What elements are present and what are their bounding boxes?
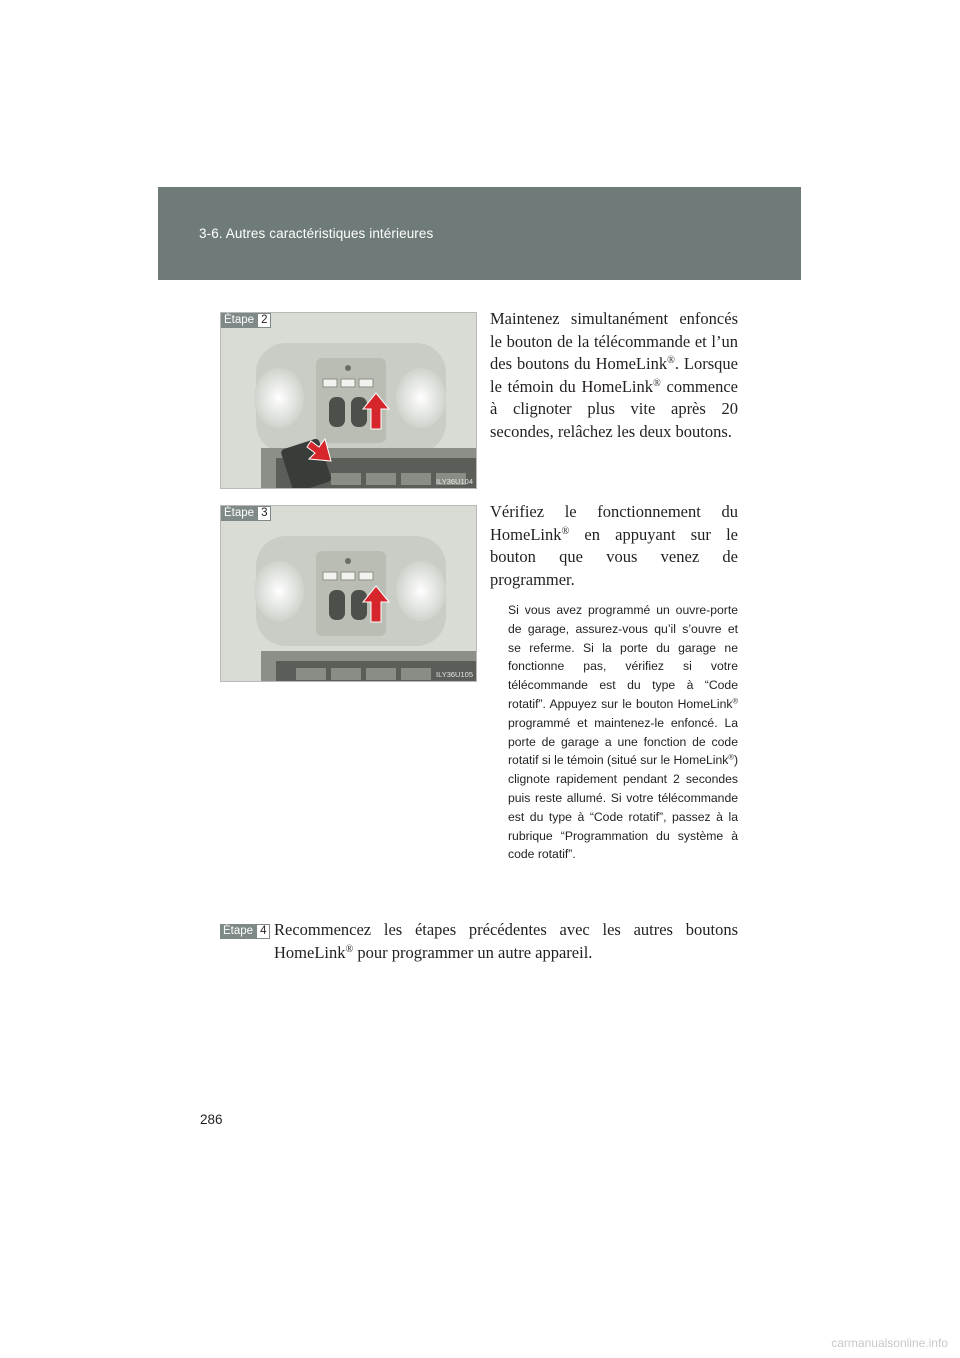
overhead-console-illustration xyxy=(221,506,476,681)
homelink-button-3 xyxy=(359,379,373,387)
sunroof-switch-right xyxy=(351,590,367,620)
section-title: 3-6. Autres caractéristiques intérieures xyxy=(199,226,434,241)
step-label-3 xyxy=(221,506,271,521)
step-number: 2 xyxy=(257,313,271,328)
step-word: Étape xyxy=(221,506,257,521)
homelink-button-2 xyxy=(341,379,355,387)
step-3-note: Si vous avez programmé un ouvre-porte de garage, assurez-vous qu’il s’ouvre et se referme. Si la porte du garage ne fonctionne pas, vérifiez si votre télécommande est du type à “Code rotatif”. Appuyez sur le bouton HomeLink® programmé et maintenez-le enfoncé. La porte de garage a une fonction de code rotatif si le témoin (situé sur le HomeLink®) clignote rapidement pendant 2 secondes puis reste allumé. Si votre télécommande est du type à “Code rotatif”, passez à la rubrique “Programmation du système à code rotatif”. xyxy=(508,603,738,862)
homelink-button-3 xyxy=(359,572,373,580)
page-number: 286 xyxy=(200,1112,223,1127)
sunroof-switch-left xyxy=(329,397,345,427)
step-3-text: Vérifiez le fonctionnement du HomeLink® en appuyant sur le bouton que vous venez de programmer. xyxy=(490,502,738,589)
lamp-left xyxy=(254,368,304,428)
lamp-left xyxy=(254,561,304,621)
sunroof-switch-left xyxy=(329,590,345,620)
homelink-button-1 xyxy=(323,379,337,387)
step-word: Étape xyxy=(221,313,257,328)
lamp-right xyxy=(396,368,446,428)
overhead-console-illustration xyxy=(221,313,476,488)
homelink-button-1 xyxy=(323,572,337,580)
lamp-right xyxy=(396,561,446,621)
step-number: 3 xyxy=(257,506,271,521)
homelink-button-2 xyxy=(341,572,355,580)
step-2-text: Maintenez simultanément enfoncés le bouton de la télécommande et l’un des boutons du HomeLink®. Lorsque le témoin du HomeLink® commence à clignoter plus vite après 20 secondes, relâchez les deux boutons. xyxy=(490,309,738,441)
step-label-4 xyxy=(220,924,270,939)
figure-step-3 xyxy=(220,505,477,682)
step-number: 4 xyxy=(256,924,270,939)
step-label-2 xyxy=(221,313,271,328)
step-word: Étape xyxy=(220,924,256,939)
watermark: carmanualsonline.info xyxy=(831,1336,948,1350)
figure-code: ILY36U104 xyxy=(436,477,473,486)
figure-step-2 xyxy=(220,312,477,489)
sunroof-switch-right xyxy=(351,397,367,427)
step-4-text: Recommencez les étapes précédentes avec les autres boutons HomeLink® pour programmer un autre appareil. xyxy=(274,920,738,962)
figure-code: ILY36U105 xyxy=(436,670,473,679)
